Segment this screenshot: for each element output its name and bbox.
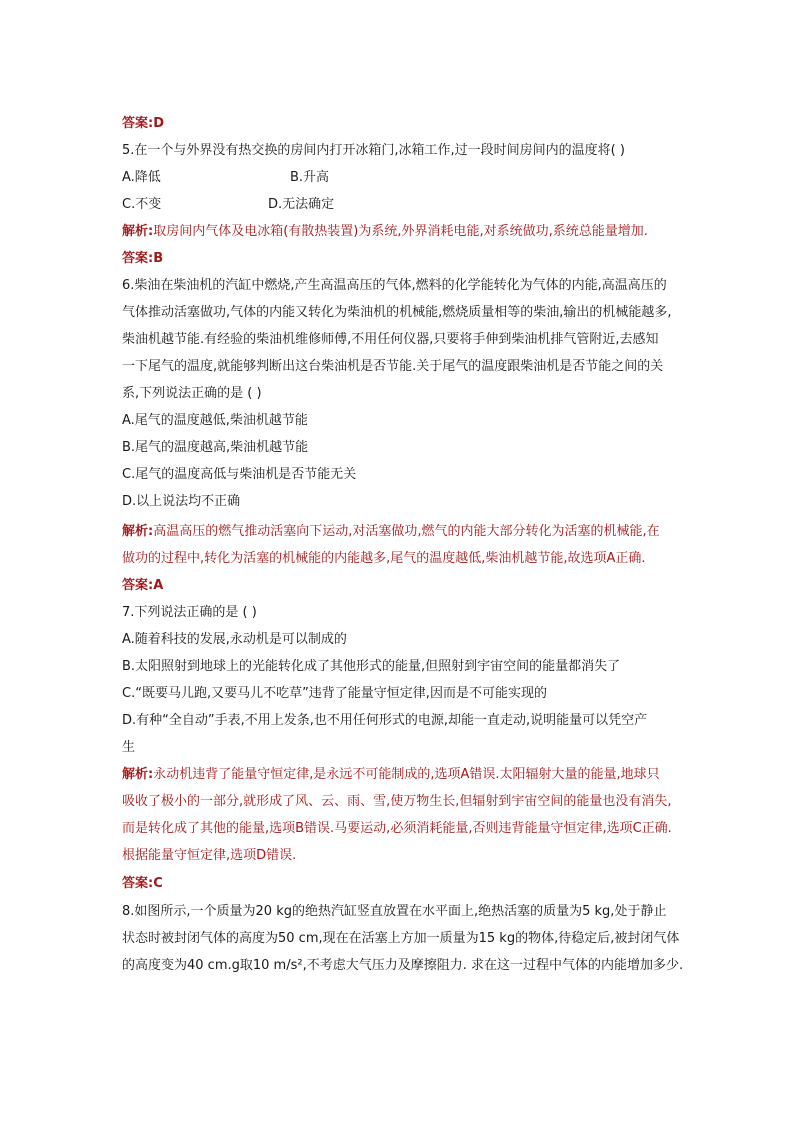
q6-answer bbox=[122, 578, 163, 594]
q6-stem-line: 柴油机越节能.有经验的柴油机维修师傅,不用任何仪器,只要将手伸到柴油机排气管附近,去感知 bbox=[122, 332, 659, 347]
q6-option-b: B.尾气的温度越高,柴油机越节能 bbox=[122, 440, 309, 455]
q5-option-d: D.无法确定 bbox=[268, 197, 335, 212]
answer-value: B bbox=[153, 251, 164, 266]
q7-option-d: D.有种“全自动”手表,不用上发条,也不用任何形式的电源,却能一直走动,说明能量可以凭空产 bbox=[122, 713, 648, 728]
q5-option-c: C.不变 bbox=[122, 197, 162, 212]
q7-analysis bbox=[122, 767, 660, 783]
q5-option-b: B.升高 bbox=[290, 170, 330, 185]
analysis-text: 高温高压的燃气推动活塞向下运动,对活塞做功,燃气的内能大部分转化为活塞的机械能,在 bbox=[153, 524, 660, 539]
answer-value: C bbox=[153, 876, 163, 891]
q7-stem: 7.下列说法正确的是 ( ) bbox=[122, 605, 257, 620]
q5-option-a: A.降低 bbox=[122, 170, 161, 185]
q7-option-d-cont: 生 bbox=[122, 740, 136, 755]
q7-analysis-line: 吸收了极小的一部分,就形成了风、云、雨、雪,使万物生长,但辐射到宇宙空间的能量也没有消失, bbox=[122, 794, 672, 809]
q8-stem-line: 状态时被封闭气体的高度为50 cm,现在在活塞上方加一质量为15 kg的物体,待稳定后,被封闭气体 bbox=[122, 931, 680, 946]
q6-analysis bbox=[122, 524, 660, 540]
q6-option-a: A.尾气的温度越低,柴油机越节能 bbox=[122, 413, 308, 428]
q4-answer bbox=[122, 116, 164, 132]
q7-option-c: C.“既要马儿跑,又要马儿不吃草”违背了能量守恒定律,因而是不可能实现的 bbox=[122, 686, 547, 701]
q6-stem-line: 气体推动活塞做功,气体的内能又转化为柴油机的机械能,燃烧质量相等的柴油,输出的机械能越多, bbox=[122, 305, 672, 320]
q7-option-a: A.随着科技的发展,永动机是可以制成的 bbox=[122, 632, 347, 647]
q6-analysis-line: 做功的过程中,转化为活塞的机械能的内能越多,尾气的温度越低,柴油机越节能,故选项A正确. bbox=[122, 551, 646, 566]
q8-stem-line: 的高度变为40 cm.g取10 m/s²,不考虑大气压力及摩擦阻力. 求在这一过程中气体的内能增加多少. bbox=[122, 958, 684, 973]
answer-label: 答案: bbox=[122, 116, 154, 131]
analysis-text: 取房间内气体及电冰箱(有散热装置)为系统,外界消耗电能,对系统做功,系统总能量增加. bbox=[153, 224, 648, 239]
analysis-text: 永动机违背了能量守恒定律,是永远不可能制成的,选项A错误.太阳辐射大量的能量,地球只 bbox=[153, 767, 660, 782]
answer-value: A bbox=[153, 578, 164, 593]
q5-stem: 5.在一个与外界没有热交换的房间内打开冰箱门,冰箱工作,过一段时间房间内的温度将( ) bbox=[122, 143, 625, 158]
q5-answer bbox=[122, 251, 163, 267]
q5-analysis bbox=[122, 224, 648, 240]
q6-option-c: C.尾气的温度高低与柴油机是否节能无关 bbox=[122, 467, 357, 482]
q8-stem-line: 8.如图所示,一个质量为20 kg的绝热汽缸竖直放置在水平面上,绝热活塞的质量为5 kg,处于静止 bbox=[122, 904, 667, 919]
q6-stem-line: 系,下列说法正确的是 ( ) bbox=[122, 386, 262, 401]
q7-analysis-line: 而是转化成了其他的能量,选项B错误.马要运动,必须消耗能量,否则违背能量守恒定律,选项C正确. bbox=[122, 821, 672, 836]
q6-option-d: D.以上说法均不正确 bbox=[122, 494, 241, 509]
q6-stem-line: 6.柴油在柴油机的汽缸中燃烧,产生高温高压的气体,燃料的化学能转化为气体的内能,高温高压的 bbox=[122, 278, 667, 293]
answer-label: 答案: bbox=[122, 876, 154, 891]
q7-option-b: B.太阳照射到地球上的光能转化成了其他形式的能量,但照射到宇宙空间的能量都消失了 bbox=[122, 659, 621, 674]
analysis-label: 解析: bbox=[122, 224, 154, 239]
answer-label: 答案: bbox=[122, 251, 154, 266]
q6-stem-line: 一下尾气的温度,就能够判断出这台柴油机是否节能.关于尾气的温度跟柴油机是否节能之间的关 bbox=[122, 359, 664, 374]
analysis-label: 解析: bbox=[122, 524, 154, 539]
q7-analysis-line: 根据能量守恒定律,选项D错误. bbox=[122, 848, 297, 863]
answer-label: 答案: bbox=[122, 578, 154, 593]
analysis-label: 解析: bbox=[122, 767, 154, 782]
q7-answer bbox=[122, 876, 163, 892]
answer-value: D bbox=[153, 116, 164, 131]
